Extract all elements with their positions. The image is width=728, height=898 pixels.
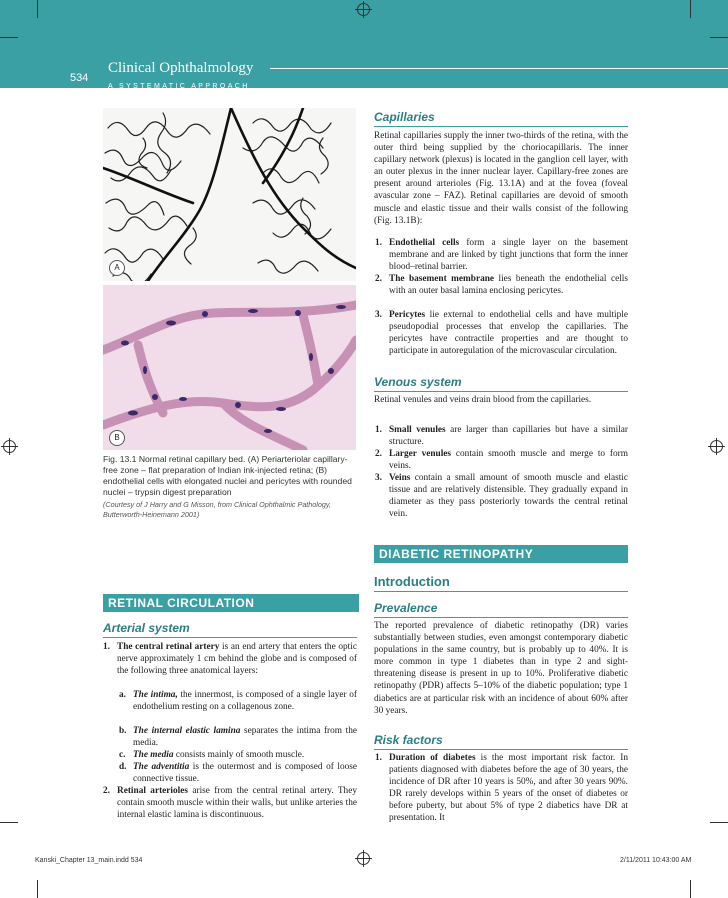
section-title-diabetic-retinopathy: DIABETIC RETINOPATHY [374,545,628,563]
crop-mark [690,880,691,898]
subhead-prevalence: Prevalence [374,601,438,615]
list-item: 1. Endothelial cells form a single layer on the basement membrane and are linked by tight junctions that form the inner blood–retinal barrier. [375,238,628,273]
panel-a-label: A [109,260,125,276]
registration-mark-left [3,440,16,453]
title-rule [270,68,728,69]
subhead-risk-factors: Risk factors [374,733,443,747]
subhead-rule [374,617,628,618]
prevalence-paragraph: The reported prevalence of diabetic retinopathy (DR) varies substantially between studies, even amongst contemporary diabetic populations in the same country, but is probably up to 40%. It is more common in type 1 diabetes than in type 2 and sight-threatening disease is present in up to 10%. Proliferative diabetic retinopathy (PDR) affects 5–10% of the diabetic population; type 1 diabetics are at particular risk with an incidence of about 60% after 30 years. [374,621,628,716]
subhead-rule [374,126,628,127]
subhead-arterial-system: Arterial system [103,621,190,635]
crop-mark [710,37,728,38]
list-item: c. The media consists mainly of smooth muscle. [119,750,305,760]
panel-b-label: B [109,430,125,446]
list-item: a. The intima, the innermost, is composed of a single layer of endothelium resting on a collagenous zone. [119,690,357,713]
section-title-retinal-circulation: RETINAL CIRCULATION [103,594,359,612]
list-item: 3. Pericytes lie external to endothelial cells and have multiple pseudopodial processes that envelop the capillaries. The pericytes have contractile properties and are thought to participate in autoregulation of the microvascular circulation. [375,310,628,357]
figure-caption: Fig. 13.1 Normal retinal capillary bed. (A) Periarteriolar capillary-free zone – flat preparation of Indian ink-injected retina; (B) endothelial cells with elongated nuclei and pericytes with rounded nuclei – trypsin digest preparation [103,454,352,497]
list-item: 1. The central retinal artery is an end artery that enters the optic nerve approximately 1 cm behind the globe and is composed of the following three anatomical layers: [103,642,357,677]
figure-panel-a-capillary-bed [103,108,356,281]
list-item: 2. Larger venules contain smooth muscle and merge to form veins. [375,449,628,472]
crop-mark [37,0,38,18]
crop-mark [710,822,728,823]
list-item: 3. Veins contain a small amount of smooth muscle and elastic tissue and are relatively distensible. They gradually expand in diameter as they pass posteriorly towards the central retinal vein. [375,473,628,520]
book-title: Clinical Ophthalmology [108,60,254,76]
subhead-rule [374,591,628,592]
subhead-rule [374,391,628,392]
registration-mark-top [357,3,370,16]
registration-mark-right [710,440,723,453]
crop-mark [37,880,38,898]
footer-file-info: Kanski_Chapter 13_main.indd 534 [35,857,143,864]
trypsin-digest-image [103,285,356,450]
capillary-network-image [103,108,356,281]
subhead-capillaries: Capillaries [374,110,435,124]
list-item: 1. Small venules are larger than capillaries but have a similar structure. [375,425,628,448]
list-item: d. The adventitia is the outermost and is composed of loose connective tissue. [119,762,357,785]
capillaries-paragraph: Retinal capillaries supply the inner two-thirds of the retina, with the outer third being supplied by the choriocapillaris. The inner capillary network (plexus) is located in the ganglion cell layer, with an outer plexus in the inner nuclear layer. Capillary-free zones are present around arterioles (Fig. 13.1A) and at the fovea (foveal avascular zone – FAZ). Retinal capillaries are devoid of smooth muscle and elastic tissue and their walls consist of the following (Fig. 13.1B): [374,131,628,226]
footer-timestamp: 2/11/2011 10:43:00 AM [620,857,692,864]
page-number: 534 [70,72,89,84]
subhead-rule [103,637,357,638]
list-item: 1. Duration of diabetes is the most important risk factor. In patients diagnosed with diabetes before the age of 30 years, the incidence of DR after 10 years is 50%, and after 30 years 90%. DR rarely develops within 5 years of the onset of diabetes or before puberty, but about 5% of type 2 diabetics have DR at presentation. It [375,753,629,824]
list-item: 2. The basement membrane lies beneath the endothelial cells with an outer basal lamina enclosing pericytes. [375,274,628,297]
crop-mark [0,822,18,823]
crop-mark [0,37,18,38]
registration-mark-bottom [357,852,370,865]
crop-mark [690,0,691,18]
subhead-rule [374,749,628,750]
venous-paragraph: Retinal venules and veins drain blood from the capillaries. [374,395,592,405]
subhead-venous-system: Venous system [374,375,462,389]
figure-panel-b-trypsin-digest [103,285,356,450]
figure-credit: (Courtesy of J Harry and G Misson, from Clinical Ophthalmic Pathology, Butterworth-Heinemann 2001) [103,500,331,519]
book-subtitle: A SYSTEMATIC APPROACH [108,83,250,90]
list-item: b. The internal elastic lamina separates the intima from the media. [119,726,357,749]
list-item: 2. Retinal arterioles arise from the central retinal artery. They contain smooth muscle within their walls, but unlike arteries the internal elastic lamina is discontinuous. [103,786,357,821]
heading-introduction: Introduction [374,574,450,589]
